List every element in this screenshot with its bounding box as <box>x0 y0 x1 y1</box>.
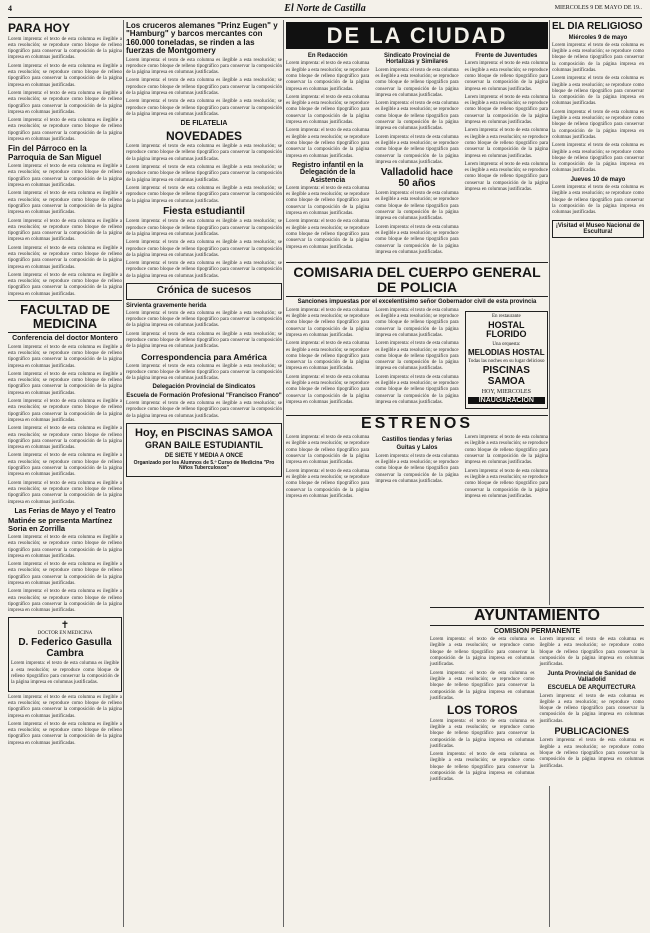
delegacion-heading: Delegación Provincial de Sindicatos <box>152 384 256 391</box>
illegible-body-text: Lorem imprenta: el texto de esta columna es ilegible a esta resolución; se reproduce como bloque de relleno tipográfico para conservar la composición de la página impresa en columnas justificadas. <box>286 61 370 92</box>
cruceros-headline: Los cruceros alemanes "Prinz Eugen" y "Hamburg" y barcos mercantes con 160.000 toneladas, se rinden a las fuerzas de Montgomery <box>126 21 278 56</box>
ad-hostal: HOSTAL FLORIDO <box>486 319 527 340</box>
ad-inauguracion: INAUGURACION <box>468 397 545 404</box>
illegible-body-text: Lorem imprenta: el texto de esta columna es ilegible a esta resolución; se reproduce como bloque de relleno tipográfico para conservar la composición de la página impresa en columnas justificadas. <box>8 36 122 61</box>
column-1 <box>8 20 122 927</box>
illegible-body-text: Lorem imprenta: el texto de esta columna es ilegible a esta resolución; se reproduce como bloque de relleno tipográfico para conservar la composición de la página impresa en columnas justificadas. <box>286 374 370 405</box>
illegible-body-text: Lorem imprenta: el texto de esta columna es ilegible a esta resolución; se reproduce como bloque de relleno tipográfico para conservar la composición de la página impresa en columnas justificadas. <box>8 562 122 586</box>
illegible-body-text: Lorem imprenta: el texto de esta columna es ilegible a esta resolución; se reproduce como bloque de relleno tipográfico para conservar la composición de la página impresa en columnas justificadas. <box>126 310 282 329</box>
masthead-date: MIERCOLES 9 DE MAYO DE 19.. <box>554 5 642 11</box>
frente-heading: Frente de Juventudes <box>475 53 538 60</box>
sanciones-heading: Sanciones impuestas por el excelentísimo señor Gobernador civil de esta provincia <box>297 299 537 306</box>
illegible-body-text: Lorem imprenta: el texto de esta columna es ilegible a esta resolución; se reproduce como bloque de relleno tipográfico para conservar la composición de la página impresa en columnas justificadas. <box>126 165 282 183</box>
illegible-body-text: Lorem imprenta: el texto de esta columna es ilegible a esta resolución; se reproduce como bloque de relleno tipográfico para conservar la composición de la página impresa en columnas justificadas. <box>126 261 282 279</box>
servicio-heading: Sirvienta gravemente herida <box>126 302 207 309</box>
illegible-body-text: Lorem imprenta: el texto de esta columna es ilegible a esta resolución; se reproduce como bloque de relleno tipográfico para conservar la composición de la página impresa en columnas justificadas. <box>430 752 535 783</box>
illegible-body-text: Lorem imprenta: el texto de esta columna es ilegible a esta resolución; se reproduce como bloque de relleno tipográfico para conservar la composición de la página impresa en columnas justificadas. <box>464 94 548 126</box>
conferencia-heading: Conferencia del doctor Montero <box>12 335 118 343</box>
ad-restaurante: En restaurante <box>491 313 521 319</box>
ad-melodias: MELODIAS HOSTAL <box>467 347 545 357</box>
column-divider <box>549 20 550 927</box>
illegible-body-text: Lorem imprenta: el texto de esta columna es ilegible a esta resolución; se reproduce como bloque de relleno tipográfico para conservar la composición de la página impresa en columnas justificadas. <box>286 307 370 338</box>
fin-parroco-heading: Fin del Párroco en la Parroquia de San Miguel <box>8 144 102 162</box>
publicaciones-heading: PUBLICACIONES <box>554 726 629 736</box>
dia-religioso-heading: EL DIA RELIGIOSO <box>552 21 643 32</box>
illegible-body-text: Lorem imprenta: el texto de esta columna es ilegible a esta resolución; se reproduce como bloque de relleno tipográfico para conservar la composición de la página impresa en columnas justificadas. <box>8 191 122 216</box>
redaccion-heading: En Redacción <box>307 53 348 60</box>
guitas-heading: Guitas y Lalos <box>396 445 438 452</box>
sindicato-heading: Sindicato Provincial de Hortalizas y Similares <box>383 53 450 66</box>
illegible-body-text: Lorem imprenta: el texto de esta columna es ilegible a esta resolución; se reproduce como bloque de relleno tipográfico para conservar la composición de la página impresa en columnas justificadas. <box>286 341 370 372</box>
illegible-body-text: Lorem imprenta: el texto de esta columna es ilegible a esta resolución; se reproduce como bloque de relleno tipográfico para conservar la composición de la página impresa en columnas justificadas. <box>539 637 644 668</box>
illegible-body-text: Lorem imprenta: el texto de esta columna es ilegible a esta resolución; se reproduce como bloque de relleno tipográfico para conservar la composición de la página impresa en columnas justificadas. <box>8 344 122 369</box>
illegible-body-text: Lorem imprenta: el texto de esta columna es ilegible a esta resolución; se reproduce como bloque de relleno tipográfico para conservar la composición de la página impresa en columnas justificadas. <box>8 371 122 396</box>
ciudad-columns <box>286 51 548 258</box>
ad-baile: GRAN BAILE ESTUDIANTIL <box>145 440 263 451</box>
masthead <box>8 4 642 16</box>
illegible-body-text: Lorem imprenta: el texto de esta columna es ilegible a esta resolución; se reproduce como bloque de relleno tipográfico para conservar la composición de la página impresa en columnas justificadas. <box>539 693 644 724</box>
illegible-body-text: Lorem imprenta: el texto de esta columna es ilegible a esta resolución; se reproduce como bloque de relleno tipográfico para conservar la composición de la página impresa en columnas justificadas. <box>126 240 282 258</box>
illegible-body-text: Lorem imprenta: el texto de esta columna es ilegible a esta resolución; se reproduce como bloque de relleno tipográfico para conservar la composición de la página impresa en columnas justificadas. <box>126 144 282 162</box>
illegible-body-text: Lorem imprenta: el texto de esta columna es ilegible a esta resolución; se reproduce como bloque de relleno tipográfico para conservar la composición de la página impresa en columnas justificadas. <box>126 401 282 419</box>
illegible-body-text: Lorem imprenta: el texto de esta columna es ilegible a esta resolución; se reproduce como bloque de relleno tipográfico para conservar la composición de la página impresa en columnas justificadas. <box>552 109 644 140</box>
column-3 <box>286 20 548 927</box>
visitad-box: ¡Visitad el Museo Nacional de Escultura! <box>552 220 644 239</box>
novedades-heading: NOVEDADES <box>165 128 242 143</box>
piscinas-ad <box>126 423 282 477</box>
valladolid-heading: Valladolid hace 50 años <box>380 167 454 189</box>
toros-heading: LOS TOROS <box>447 703 518 718</box>
illegible-body-text: Lorem imprenta: el texto de esta columna es ilegible a esta resolución; se reproduce como bloque de relleno tipográfico para conservar la composición de la página impresa en columnas justificadas. <box>8 534 122 559</box>
illegible-body-text: Lorem imprenta: el texto de esta columna es ilegible a esta resolución; se reproduce como bloque de relleno tipográfico para conservar la composición de la página impresa en columnas justificadas. <box>126 99 282 117</box>
illegible-body-text: Lorem imprenta: el texto de esta columna es ilegible a esta resolución; se reproduce como bloque de relleno tipográfico para conservar la composición de la página impresa en columnas justificadas. <box>286 435 370 466</box>
illegible-body-text: Lorem imprenta: el texto de esta columna es ilegible a esta resolución; se reproduce como bloque de relleno tipográfico para conservar la composición de la página impresa en columnas justificadas. <box>375 101 459 132</box>
illegible-body-text: Lorem imprenta: el texto de esta columna es ilegible a esta resolución; se reproduce como bloque de relleno tipográfico para conservar la composición de la página impresa en columnas justificadas. <box>8 63 122 88</box>
illegible-body-text: Lorem imprenta: el texto de esta columna es ilegible a esta resolución; se reproduce como bloque de relleno tipográfico para conservar la composición de la página impresa en columnas justificadas. <box>8 694 122 719</box>
registro-heading: Registro infantil en la Delegación de la Asistencia <box>292 161 364 184</box>
jueves-heading: Jueves 10 de mayo <box>570 176 626 183</box>
illegible-body-text: Lorem imprenta: el texto de esta columna es ilegible a esta resolución; se reproduce como bloque de relleno tipográfico para conservar la composición de la página impresa en columnas justificadas. <box>552 42 644 73</box>
junta-heading: Junta Provincial de Sanidad de Valladolid <box>547 670 637 683</box>
illegible-body-text: Lorem imprenta: el texto de esta columna es ilegible a esta resolución; se reproduce como bloque de relleno tipográfico para conservar la composición de la página impresa en columnas justificadas. <box>8 426 122 451</box>
illegible-body-text: Lorem imprenta: el texto de esta columna es ilegible a esta resolución; se reproduce como bloque de relleno tipográfico para conservar la composición de la página impresa en columnas justificadas. <box>286 468 370 499</box>
illegible-body-text: Lorem imprenta: el texto de esta columna es ilegible a esta resolución; se reproduce como bloque de relleno tipográfico para conservar la composición de la página impresa en columnas justificadas. <box>126 219 282 237</box>
column-divider <box>123 20 124 927</box>
illegible-body-text: Lorem imprenta: el texto de esta columna es ilegible a esta resolución; se reproduce como bloque de relleno tipográfico para conservar la composición de la página impresa en columnas justificadas. <box>464 435 548 466</box>
facultad-heading: FACULTAD DE MEDICINA <box>8 300 122 333</box>
illegible-body-text: Lorem imprenta: el texto de esta columna es ilegible a esta resolución; se reproduce como bloque de relleno tipográfico para conservar la composición de la página impresa en columnas justificadas. <box>126 57 282 76</box>
illegible-body-text: Lorem imprenta: el texto de esta columna es ilegible a esta resolución; se reproduce como bloque de relleno tipográfico para conservar la composición de la página impresa en columnas justificadas. <box>8 245 122 270</box>
illegible-body-text: Lorem imprenta: el texto de esta columna es ilegible a esta resolución; se reproduce como bloque de relleno tipográfico para conservar la composición de la página impresa en columnas justificadas. <box>8 90 122 115</box>
illegible-body-text: Lorem imprenta: el texto de esta columna es ilegible a esta resolución; se reproduce como bloque de relleno tipográfico para conservar la composición de la página impresa en columnas justificadas. <box>430 670 535 701</box>
ferias-heading: Las Ferias de Mayo y el Teatro <box>14 507 116 515</box>
obituary-name: D. Federico Gasulla Cambra <box>18 637 112 659</box>
para-hoy-heading: PARA HOY <box>8 21 71 35</box>
illegible-body-text: Lorem imprenta: el texto de esta columna es ilegible a esta resolución; se reproduce como bloque de relleno tipográfico para conservar la composición de la página impresa en columnas justificadas. <box>8 164 122 189</box>
ad-hora: DE SIETE Y MEDIA A ONCE <box>164 452 244 459</box>
illegible-body-text: Lorem imprenta: el texto de esta columna es ilegible a esta resolución; se reproduce como bloque de relleno tipográfico para conservar la composición de la página impresa en columnas justificadas. <box>126 78 282 97</box>
illegible-body-text: Lorem imprenta: el texto de esta columna es ilegible a esta resolución; se reproduce como bloque de relleno tipográfico para conservar la composición de la página impresa en columnas justificadas. <box>8 399 122 423</box>
comisaria-heading: COMISARIA DEL CUERPO GENERAL DE POLICIA <box>286 262 548 297</box>
illegible-body-text: Lorem imprenta: el texto de esta columna es ilegible a esta resolución; se reproduce como bloque de relleno tipográfico para conservar la composición de la página impresa en columnas justificadas. <box>375 67 459 98</box>
illegible-body-text: Lorem imprenta: el texto de esta columna es ilegible a esta resolución; se reproduce como bloque de relleno tipográfico para conservar la composición de la página impresa en columnas justificadas. <box>552 185 644 216</box>
illegible-body-text: Lorem imprenta: el texto de esta columna es ilegible a esta resolución; se reproduce como bloque de relleno tipográfico para conservar la composición de la página impresa en columnas justificadas. <box>375 134 459 165</box>
illegible-body-text: Lorem imprenta: el texto de esta columna es ilegible a esta resolución; se reproduce como bloque de relleno tipográfico para conservar la composición de la página impresa en columnas justificadas. <box>11 661 119 686</box>
illegible-body-text: Lorem imprenta: el texto de esta columna es ilegible a esta resolución; se reproduce como bloque de relleno tipográfico para conservar la composición de la página impresa en columnas justificadas. <box>464 61 548 92</box>
illegible-body-text: Lorem imprenta: el texto de esta columna es ilegible a esta resolución; se reproduce como bloque de relleno tipográfico para conservar la composición de la página impresa en columnas justificadas. <box>375 341 459 372</box>
illegible-body-text: Lorem imprenta: el texto de esta columna es ilegible a esta resolución; se reproduce como bloque de relleno tipográfico para conservar la composición de la página impresa en columnas justificadas. <box>8 453 122 478</box>
illegible-body-text: Lorem imprenta: el texto de esta columna es ilegible a esta resolución; se reproduce como bloque de relleno tipográfico para conservar la composición de la página impresa en columnas justificadas. <box>464 161 548 193</box>
illegible-body-text: Lorem imprenta: el texto de esta columna es ilegible a esta resolución; se reproduce como bloque de relleno tipográfico para conservar la composición de la página impresa en columnas justificadas. <box>8 589 122 614</box>
ventas-heading: Castillos tiendas y ferias <box>381 437 453 444</box>
matinee-heading: Matinée se presenta Martínez Soria en Zorrilla <box>8 516 113 534</box>
comision-heading: COMISION PERMANENTE <box>493 627 581 635</box>
ad-miercoles: HOY, MIERCOLES <box>481 389 531 396</box>
masthead-title: El Norte de Castilla <box>284 3 366 14</box>
ayuntamiento-heading: AYUNTAMIENTO <box>430 607 644 626</box>
illegible-body-text: Lorem imprenta: el texto de esta columna es ilegible a esta resolución; se reproduce como bloque de relleno tipográfico para conservar la composición de la página impresa en columnas justificadas. <box>430 718 535 749</box>
illegible-body-text: Lorem imprenta: el texto de esta columna es ilegible a esta resolución; se reproduce como bloque de relleno tipográfico para conservar la composición de la página impresa en columnas justificadas. <box>464 128 548 159</box>
illegible-body-text: Lorem imprenta: el texto de esta columna es ilegible a esta resolución; se reproduce como bloque de relleno tipográfico para conservar la composición de la página impresa en columnas justificadas. <box>552 143 644 174</box>
ad-noches: Todas las noches en su lugar delicioso <box>468 359 545 365</box>
illegible-body-text: Lorem imprenta: el texto de esta columna es ilegible a esta resolución; se reproduce como bloque de relleno tipográfico para conservar la composición de la página impresa en columnas justificadas. <box>464 468 548 499</box>
column-divider <box>283 20 284 927</box>
column-2 <box>126 20 282 927</box>
illegible-body-text: Lorem imprenta: el texto de esta columna es ilegible a esta resolución; se reproduce como bloque de relleno tipográfico para conservar la composición de la página impresa en columnas justificadas. <box>8 721 122 746</box>
ayuntamiento-block <box>430 605 644 786</box>
ad-orquesta: Una orquesta: <box>492 341 521 347</box>
illegible-body-text: Lorem imprenta: el texto de esta columna es ilegible a esta resolución; se reproduce como bloque de relleno tipográfico para conservar la composición de la página impresa en columnas justificadas. <box>539 738 644 769</box>
correspondencia-heading: Correspondencia para América <box>141 351 267 362</box>
illegible-body-text: Lorem imprenta: el texto de esta columna es ilegible a esta resolución; se reproduce como bloque de relleno tipográfico para conservar la composición de la página impresa en columnas justificadas. <box>375 374 459 405</box>
ad-organizado: Organizado por los Alumnos de 5.º Curso de Medicina "Pro Niños Tuberculosos" <box>133 460 275 472</box>
illegible-body-text: Lorem imprenta: el texto de esta columna es ilegible a esta resolución; se reproduce como bloque de relleno tipográfico para conservar la composición de la página impresa en columnas justificadas. <box>375 453 459 484</box>
illegible-body-text: Lorem imprenta: el texto de esta columna es ilegible a esta resolución; se reproduce como bloque de relleno tipográfico para conservar la composición de la página impresa en columnas justificadas. <box>552 76 644 107</box>
illegible-body-text: Lorem imprenta: el texto de esta columna es ilegible a esta resolución; se reproduce como bloque de relleno tipográfico para conservar la composición de la página impresa en columnas justificadas. <box>286 94 370 126</box>
illegible-body-text: Lorem imprenta: el texto de esta columna es ilegible a esta resolución; se reproduce como bloque de relleno tipográfico para conservar la composición de la página impresa en columnas justificadas. <box>286 219 370 250</box>
escuela-arq-heading: ESCUELA DE ARQUITECTURA <box>547 685 636 692</box>
cross-icon: ✝ <box>60 620 70 632</box>
hostal-ad <box>465 311 548 410</box>
masthead-rule <box>8 17 642 18</box>
fiesta-heading: Fiesta estudiantil <box>163 205 245 217</box>
obituary-box <box>8 617 122 691</box>
miercoles-heading: Miércoles 9 de mayo <box>568 34 628 41</box>
illegible-body-text: Lorem imprenta: el texto de esta columna es ilegible a esta resolución; se reproduce como bloque de relleno tipográfico para conservar la composición de la página impresa en columnas justificadas. <box>8 480 122 505</box>
illegible-body-text: Lorem imprenta: el texto de esta columna es ilegible a esta resolución; se reproduce como bloque de relleno tipográfico para conservar la composición de la página impresa en columnas justificadas. <box>8 272 122 297</box>
ad-hoy: Hoy, en PISCINAS SAMOA <box>135 426 273 439</box>
estrenos-heading: ESTRENOS <box>286 415 548 433</box>
obituary-pre: DOCTOR EN MEDICINA <box>37 631 93 637</box>
illegible-body-text: Lorem imprenta: el texto de esta columna es ilegible a esta resolución; se reproduce como bloque de relleno tipográfico para conservar la composición de la página impresa en columnas justificadas. <box>375 191 459 222</box>
escuela-heading: Escuela de Formación Profesional "Francisco Franco" <box>126 392 282 399</box>
illegible-body-text: Lorem imprenta: el texto de esta columna es ilegible a esta resolución; se reproduce como bloque de relleno tipográfico para conservar la composición de la página impresa en columnas justificadas. <box>375 224 459 255</box>
illegible-body-text: Lorem imprenta: el texto de esta columna es ilegible a esta resolución; se reproduce como bloque de relleno tipográfico para conservar la composición de la página impresa en columnas justificadas. <box>375 307 459 338</box>
illegible-body-text: Lorem imprenta: el texto de esta columna es ilegible a esta resolución; se reproduce como bloque de relleno tipográfico para conservar la composición de la página impresa en columnas justificadas. <box>8 218 122 243</box>
cronica-heading: Crónica de sucesos <box>126 283 282 300</box>
filatelia-heading: DE FILATELIA <box>180 120 228 128</box>
illegible-body-text: Lorem imprenta: el texto de esta columna es ilegible a esta resolución; se reproduce como bloque de relleno tipográfico para conservar la composición de la página impresa en columnas justificadas. <box>8 118 122 143</box>
illegible-body-text: Lorem imprenta: el texto de esta columna es ilegible a esta resolución; se reproduce como bloque de relleno tipográfico para conservar la composición de la página impresa en columnas justificadas. <box>286 128 370 159</box>
illegible-body-text: Lorem imprenta: el texto de esta columna es ilegible a esta resolución; se reproduce como bloque de relleno tipográfico para conservar la composición de la página impresa en columnas justificadas. <box>126 363 282 382</box>
illegible-body-text: Lorem imprenta: el texto de esta columna es ilegible a esta resolución; se reproduce como bloque de relleno tipográfico para conservar la composición de la página impresa en columnas justificadas. <box>126 185 282 204</box>
de-la-ciudad-banner: DE LA CIUDAD <box>286 22 548 49</box>
illegible-body-text: Lorem imprenta: el texto de esta columna es ilegible a esta resolución; se reproduce como bloque de relleno tipográfico para conservar la composición de la página impresa en columnas justificadas. <box>286 185 370 217</box>
ad-piscinas: PISCINAS SAMOA <box>482 365 530 387</box>
illegible-body-text: Lorem imprenta: el texto de esta columna es ilegible a esta resolución; se reproduce como bloque de relleno tipográfico para conservar la composición de la página impresa en columnas justificadas. <box>430 637 535 668</box>
column-4 <box>552 20 644 927</box>
illegible-body-text: Lorem imprenta: el texto de esta columna es ilegible a esta resolución; se reproduce como bloque de relleno tipográfico para conservar la composición de la página impresa en columnas justificadas. <box>126 331 282 350</box>
page-number: 4 <box>8 4 12 13</box>
